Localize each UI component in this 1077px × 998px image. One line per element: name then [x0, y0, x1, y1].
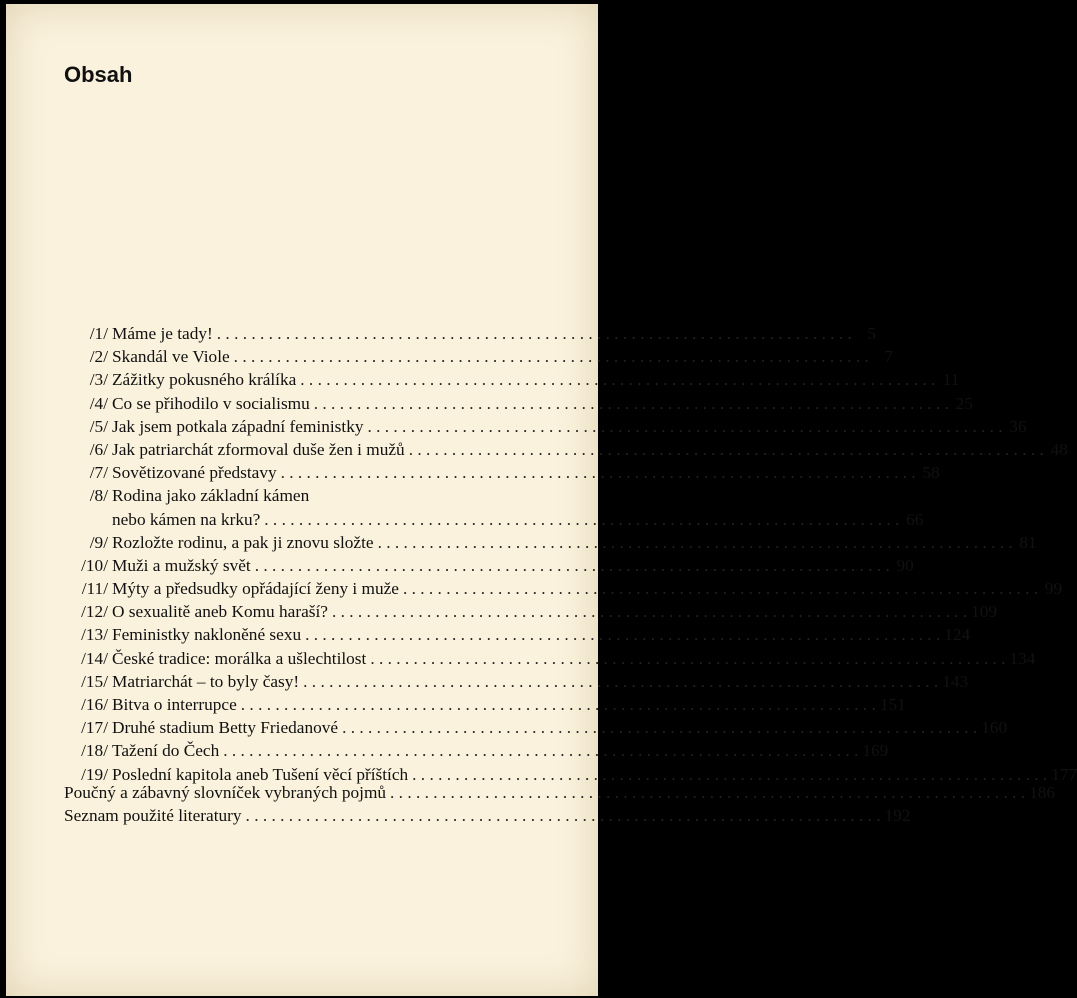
dot-leader — [305, 623, 940, 646]
page-number: 160 — [981, 718, 1008, 738]
entry-body — [112, 693, 906, 716]
dot-leader — [314, 392, 949, 415]
table-of-contents — [60, 322, 1077, 786]
page-number: 192 — [884, 806, 911, 826]
chapter-number: /15/ — [81, 671, 108, 691]
dot-leader — [241, 693, 876, 716]
entry-body — [112, 438, 1068, 461]
dot-leader — [300, 368, 935, 391]
page-number: 124 — [944, 625, 971, 645]
page-number: 36 — [1009, 416, 1027, 436]
page-number: 7 — [884, 347, 893, 367]
entry-body — [112, 577, 1062, 600]
entry-body — [112, 716, 1007, 739]
toc-entry — [60, 600, 997, 623]
entry-line — [112, 716, 1007, 739]
entry-line — [112, 345, 893, 368]
toc-entry — [60, 716, 1008, 739]
entry-body — [112, 739, 888, 762]
chapter-number: /18/ — [81, 741, 108, 761]
entry-line — [112, 484, 923, 507]
toc-entry — [60, 368, 960, 391]
toc-entry — [60, 554, 914, 577]
dot-leader — [217, 322, 852, 345]
entry-line — [112, 739, 888, 762]
appendix-entry — [64, 804, 911, 827]
page-number: 11 — [942, 370, 960, 390]
toc-entry — [60, 623, 971, 646]
entry-line — [64, 804, 911, 827]
chapter-number: /4/ — [89, 393, 108, 413]
toc-entry — [60, 438, 1068, 461]
chapter-title: Matriarchát – to byly časy! — [112, 671, 300, 691]
entry-line — [64, 781, 1055, 804]
page-number: 90 — [896, 555, 914, 575]
dot-leader — [370, 647, 1005, 670]
chapter-title: O sexualitě aneb Komu haraší? — [112, 602, 328, 622]
chapter-title: Mýty a předsudky opřádající ženy i muže — [112, 579, 399, 599]
page-number: 58 — [922, 463, 940, 483]
entry-line — [112, 693, 906, 716]
chapter-number: /5/ — [89, 416, 108, 436]
dot-leader — [264, 508, 899, 531]
entry-body — [112, 461, 940, 484]
entry-line — [112, 531, 1037, 554]
entry-line — [112, 415, 1027, 438]
entry-body — [112, 670, 968, 693]
dot-leader — [255, 554, 890, 577]
chapter-title: Co se přihodilo v socialismu — [112, 393, 310, 413]
chapter-number: /7/ — [89, 463, 108, 483]
toc-entry — [60, 392, 973, 415]
entry-body — [112, 368, 959, 391]
page-number: 186 — [1029, 783, 1056, 802]
chapter-number: /10/ — [81, 555, 108, 575]
page-number: 81 — [1019, 532, 1037, 552]
dot-leader — [281, 461, 916, 484]
entry-body — [112, 554, 914, 577]
entry-body — [112, 415, 1027, 438]
chapter-number: /19/ — [81, 764, 108, 784]
chapter-title: Tažení do Čech — [112, 741, 220, 761]
toc-entry — [60, 461, 940, 484]
chapter-number: /6/ — [89, 439, 108, 459]
chapter-title: Jak patriarchát zformoval duše žen i mužů — [112, 439, 405, 459]
chapter-title: Máme je tady! — [112, 324, 213, 343]
page-number: 99 — [1044, 579, 1063, 599]
appendix-title: Poučný a zábavný slovníček vybraných pojmů — [64, 783, 387, 802]
toc-entry — [60, 322, 876, 345]
entry-body — [112, 647, 1035, 670]
page-number: 143 — [942, 671, 969, 691]
chapter-title: České tradice: morálka a ušlechtilost — [112, 648, 367, 668]
chapter-title: Poslední kapitola aneb Tušení věcí příštích — [112, 764, 409, 784]
chapter-number: /9/ — [89, 532, 108, 552]
toc-entry — [60, 670, 969, 693]
toc-entry — [60, 345, 893, 368]
chapter-title: Sovětizované představy — [112, 463, 277, 483]
chapter-title: Druhé stadium Betty Friedanové — [112, 718, 339, 738]
page-number: 151 — [879, 695, 906, 715]
dot-leader — [303, 670, 938, 693]
chapter-number: /16/ — [81, 695, 108, 715]
page-number: 169 — [862, 741, 889, 761]
entry-line — [112, 623, 970, 646]
appendix-title: Seznam použité literatury — [64, 806, 242, 826]
page-number: 66 — [906, 509, 924, 529]
chapter-number: /3/ — [89, 370, 108, 390]
entry-line — [112, 322, 876, 345]
dot-leader — [223, 739, 858, 762]
chapter-number: /13/ — [81, 625, 108, 645]
chapter-title: Zážitky pokusného králíka — [112, 370, 297, 390]
page-number: 109 — [971, 602, 997, 622]
toc-entry — [60, 484, 924, 530]
dot-leader — [342, 716, 977, 739]
entry-body — [112, 623, 970, 646]
entry-body — [112, 345, 893, 368]
page-number: 48 — [1050, 439, 1068, 459]
chapter-title: Bitva o interrupce — [112, 695, 237, 715]
chapter-title: Rodina jako základní kámen — [112, 486, 310, 506]
book-page — [6, 4, 1077, 996]
dot-leader — [246, 804, 881, 827]
chapter-title: Muži a mužský svět — [112, 555, 251, 575]
dot-leader — [234, 345, 869, 368]
entry-line — [112, 508, 923, 531]
dot-leader — [367, 415, 1002, 438]
chapter-number: /1/ — [89, 324, 108, 343]
entry-line — [112, 647, 1035, 670]
entry-line — [112, 392, 973, 415]
entry-line — [112, 600, 997, 623]
entry-body — [112, 322, 876, 345]
page-title: Obsah — [64, 62, 133, 87]
appendix-entry — [64, 781, 1056, 804]
page-number: 177 — [1051, 764, 1077, 784]
dot-leader — [409, 438, 1044, 461]
dot-leader — [403, 577, 1038, 600]
entry-line — [112, 554, 914, 577]
toc-entry — [60, 415, 1027, 438]
entry-line — [112, 461, 940, 484]
toc-entry — [60, 647, 1036, 670]
page-number: 5 — [867, 324, 876, 343]
toc-entry — [60, 739, 889, 762]
page-number: 134 — [1009, 648, 1036, 668]
chapter-number: /11/ — [81, 579, 108, 599]
entry-body — [112, 392, 973, 415]
dot-leader — [390, 781, 1025, 804]
entry-body — [112, 484, 923, 530]
entry-body — [64, 781, 1055, 804]
entry-body — [112, 531, 1037, 554]
chapter-title: Feministky nakloněné sexu — [112, 625, 302, 645]
chapter-number: /2/ — [89, 347, 108, 367]
entry-line — [112, 368, 959, 391]
entry-body — [64, 804, 911, 827]
chapter-title: Jak jsem potkala západní feministky — [112, 416, 364, 436]
entry-body — [112, 600, 997, 623]
entry-line — [112, 577, 1062, 600]
chapter-number: /8/ — [89, 486, 108, 506]
chapter-number: /12/ — [81, 602, 108, 622]
dot-leader — [332, 600, 967, 623]
toc-entry — [60, 693, 906, 716]
chapter-title-continued: nebo kámen na krku? — [112, 509, 261, 529]
chapter-number: /14/ — [81, 648, 108, 668]
entry-line — [112, 670, 968, 693]
dot-leader — [378, 531, 1013, 554]
toc-entry — [60, 577, 1063, 600]
toc-entry — [60, 531, 1037, 554]
appendix-list — [64, 781, 1056, 827]
page-number: 25 — [955, 393, 973, 413]
chapter-title: Rozložte rodinu, a pak ji znovu složte — [112, 532, 374, 552]
entry-line — [112, 438, 1068, 461]
chapter-title: Skandál ve Viole — [112, 347, 230, 367]
chapter-number: /17/ — [81, 718, 108, 738]
